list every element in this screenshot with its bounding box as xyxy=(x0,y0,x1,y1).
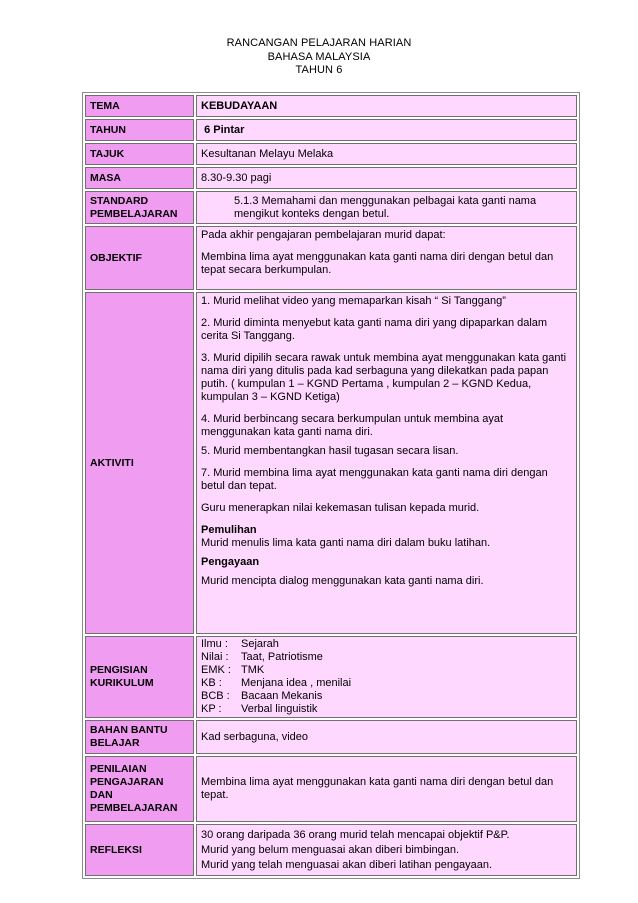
label-aktiviti: AKTIVITI xyxy=(85,292,194,634)
value-objektif xyxy=(196,226,577,290)
label-penilaian-line2: PENGAJARAN xyxy=(90,776,164,788)
value-standard xyxy=(196,191,577,224)
pengisian-value: Verbal linguistik xyxy=(241,703,318,715)
label-tema: TEMA xyxy=(85,95,194,117)
row-tajuk xyxy=(85,143,577,165)
label-pengisian-line2: KURIKULUM xyxy=(90,677,154,689)
label-standard-line2: PEMBELAJARAN xyxy=(90,207,178,220)
pengisian-value: Taat, Patriotisme xyxy=(241,651,323,663)
row-penilaian xyxy=(85,756,577,822)
header-subject: BAHASA MALAYSIA xyxy=(267,50,371,63)
label-refleksi: REFLEKSI xyxy=(85,824,194,876)
row-tahun xyxy=(85,119,577,141)
pengisian-value: Bacaan Mekanis xyxy=(241,690,323,702)
label-standard-line1: STANDARD xyxy=(90,194,149,207)
refleksi-line-2: Murid yang belum menguasai akan diberi bimbingan. xyxy=(201,843,460,856)
value-pengisian xyxy=(196,636,577,718)
row-refleksi xyxy=(85,824,577,876)
aktiviti-item-2: 2. Murid diminta menyebut kata ganti nama diri yang dipaparkan dalam cerita Si Tanggang. xyxy=(201,317,548,342)
aktiviti-item-1: 1. Murid melihat video yang memaparkan kisah “ Si Tanggang” xyxy=(201,295,506,307)
aktiviti-nilai: Guru menerapkan nilai kekemasan tulisan kepada murid. xyxy=(201,502,480,514)
header-year: TAHUN 6 xyxy=(295,64,343,76)
pengisian-value: Sejarah xyxy=(241,638,279,650)
label-standard xyxy=(85,191,194,224)
pengisian-key: EMK : xyxy=(201,664,231,676)
pengisian-key: KP : xyxy=(201,703,222,715)
aktiviti-item-4: 4. Murid berbincang secara berkumpulan untuk membina ayat menggunakan kata ganti nama diri. xyxy=(201,413,504,438)
label-penilaian xyxy=(85,756,194,822)
row-standard xyxy=(85,191,577,224)
value-refleksi xyxy=(196,824,577,876)
pengisian-item xyxy=(201,651,572,664)
pengisian-key: BCB : xyxy=(201,690,230,702)
pemulihan-text: Murid menulis lima kata ganti nama diri dalam buku latihan. xyxy=(201,537,491,549)
pengisian-item xyxy=(201,677,572,690)
label-penilaian-line4: PEMBELAJARAN xyxy=(90,802,178,814)
pengisian-key: Ilmu : xyxy=(201,638,228,650)
label-bahan-line1: BAHAN BANTU xyxy=(90,724,168,736)
value-tema: KEBUDAYAAN xyxy=(196,95,577,117)
label-tahun: TAHUN xyxy=(85,119,194,141)
label-pengisian-line1: PENGISIAN xyxy=(90,664,148,676)
pengisian-item xyxy=(201,690,572,703)
lesson-plan-table xyxy=(82,92,580,879)
value-penilaian: Membina lima ayat menggunakan kata ganti nama diri dengan betul dan tepat. xyxy=(196,756,577,822)
pengayaan-text: Murid mencipta dialog menggunakan kata ganti nama diri. xyxy=(201,575,484,587)
value-aktiviti xyxy=(196,292,577,634)
header-title: RANCANGAN PELAJARAN HARIAN xyxy=(226,37,412,49)
value-tahun xyxy=(196,119,577,141)
aktiviti-item-3: 3. Murid dipilih secara rawak untuk membina ayat menggunakan kata ganti nama diri yang ditulis pada kad serbaguna yang dilekatkan pada papan putih. ( kumpulan 1 – KGND Pertama , kumpulan 2 – KGND Kedua, kumpulan 3 – KGND Ketiga) xyxy=(201,352,567,403)
pengisian-item xyxy=(201,703,572,716)
aktiviti-item-7: 7. Murid membina lima ayat menggunakan kata ganti nama diri dengan betul dan tepat. xyxy=(201,467,548,492)
pengisian-key: Nilai : xyxy=(201,651,229,663)
pengisian-item xyxy=(201,664,572,677)
row-masa xyxy=(85,167,577,189)
pengisian-key: KB : xyxy=(201,677,222,689)
row-bahan xyxy=(85,720,577,754)
objektif-intro: Pada akhir pengajaran pembelajaran murid dapat: xyxy=(201,229,446,241)
refleksi-line-1: 30 orang daripada 36 orang murid telah mencapai objektif P&P. xyxy=(201,828,510,841)
label-bahan xyxy=(85,720,194,754)
label-penilaian-line1: PENILAIAN xyxy=(90,763,147,775)
pengayaan-title: Pengayaan xyxy=(201,556,260,568)
aktiviti-item-5: 5. Murid membentangkan hasil tugasan secara lisan. xyxy=(201,445,459,457)
value-masa: 8.30-9.30 pagi xyxy=(196,167,577,189)
document-header xyxy=(0,37,638,78)
refleksi-line-3: Murid yang telah menguasai akan diberi latihan pengayaan. xyxy=(201,858,493,871)
pemulihan-title: Pemulihan xyxy=(201,524,257,536)
value-tahun-text: 6 Pintar xyxy=(204,123,245,136)
label-bahan-line2: BELAJAR xyxy=(90,737,140,749)
pengisian-value: TMK xyxy=(241,664,265,676)
row-objektif xyxy=(85,226,577,290)
value-bahan: Kad serbaguna, video xyxy=(196,720,577,754)
label-objektif: OBJEKTIF xyxy=(85,226,194,290)
row-pengisian xyxy=(85,636,577,718)
pengisian-value: Menjana idea , menilai xyxy=(241,677,352,689)
value-standard-text: 5.1.3 Memahami dan menggunakan pelbagai kata ganti nama mengikut konteks dengan betul. xyxy=(234,194,537,220)
row-aktiviti xyxy=(85,292,577,634)
row-tema xyxy=(85,95,577,117)
objektif-text: Membina lima ayat menggunakan kata ganti nama diri dengan betul dan tepat secara berkumpulan. xyxy=(201,251,554,276)
label-tajuk: TAJUK xyxy=(85,143,194,165)
pengisian-item xyxy=(201,638,572,651)
label-penilaian-line3: DAN xyxy=(90,789,113,801)
value-tajuk: Kesultanan Melayu Melaka xyxy=(196,143,577,165)
label-masa: MASA xyxy=(85,167,194,189)
label-pengisian xyxy=(85,636,194,718)
